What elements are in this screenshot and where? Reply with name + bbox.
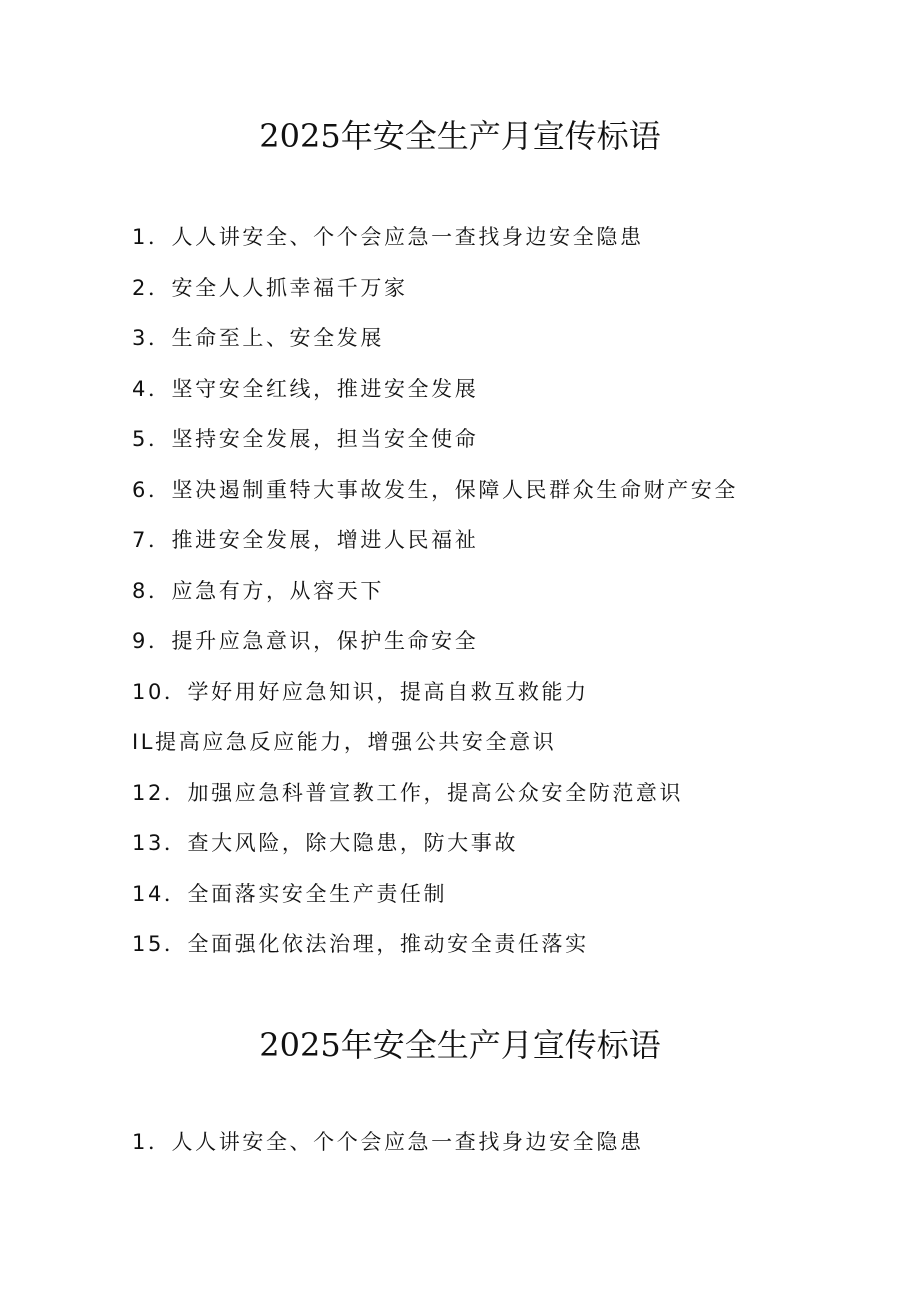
list-item: 5．坚持安全发展，担当安全使命 (132, 427, 479, 451)
list-item: IL提高应急反应能力，增强公共安全意识 (132, 730, 557, 754)
document-title: 2025年安全生产月宣传标语 (259, 117, 661, 155)
list-item: 7．推进安全发展，增进人民福祉 (132, 528, 479, 552)
list-item: 8．应急有方，从容天下 (132, 578, 384, 603)
list-item: 13．查大风险，除大隐患，防大事故 (132, 831, 518, 855)
slogan-list-repeat (132, 1125, 644, 1176)
list-item: 14．全面落实安全生产责任制 (132, 881, 448, 906)
document-title-repeat: 2025年安全生产月宣传标语 (259, 1026, 661, 1064)
list-item: 10．学好用好应急知识，提高自救互救能力 (132, 679, 589, 704)
list-item: 1．人人讲安全、个个会应急一查找身边安全隐患 (132, 225, 644, 249)
list-item: 15．全面强化依法治理，推动安全责任落实 (132, 932, 589, 956)
list-item: 6．坚决遏制重特大事故发生，保障人民群众生命财产安全 (132, 477, 738, 502)
list-item: 2．安全人人抓幸福千万家 (132, 275, 408, 300)
list-item: 12．加强应急科普宣教工作，提高公众安全防范意识 (132, 780, 684, 805)
list-item: 4．坚守安全红线，推进安全发展 (132, 376, 479, 401)
list-item: 9．提升应急意识，保护生命安全 (132, 629, 479, 653)
list-item: 1．人人讲安全、个个会应急一查找身边安全隐患 (132, 1130, 644, 1154)
list-item: 3．生命至上、安全发展 (132, 326, 384, 350)
slogan-list (132, 220, 738, 978)
